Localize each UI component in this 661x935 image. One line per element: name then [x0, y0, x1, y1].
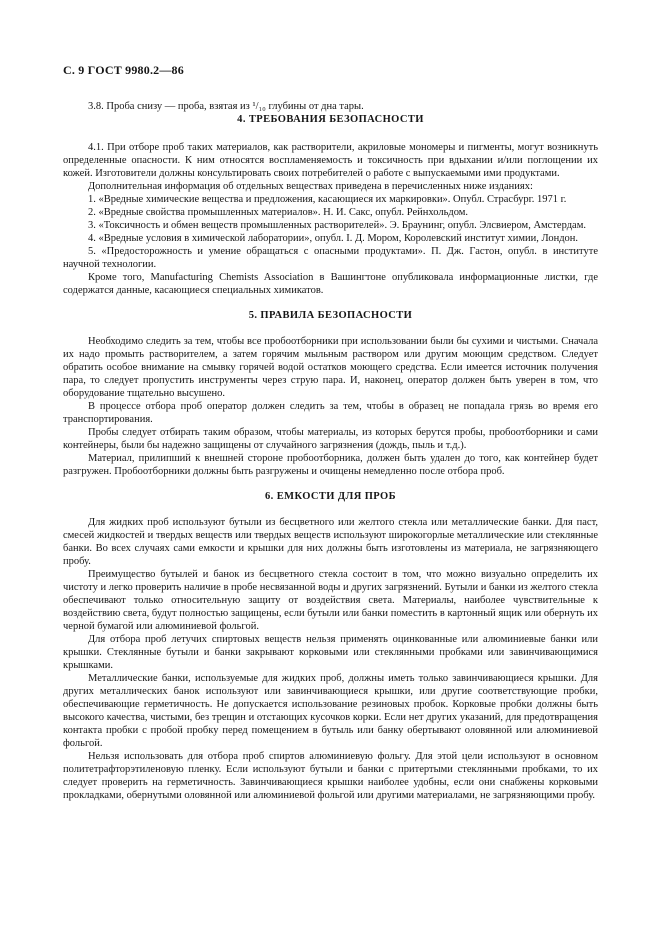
- section-6-paragraph: Нельзя использовать для отбора проб спиртов алюминиевую фольгу. Для этой цели используют в основном политетрафторэтиленовую пленку. Если используют бутыли и банки с притертыми стеклянными пробками, то их следует проверить на герметичность. Завинчивающиеся крышки наиболее удобны, если они снабжены корковыми прокладками, обернутыми оловянной или алюминиевой фольгой или другими материалами, не загрязняющими пробу.: [63, 751, 598, 801]
- reference-item: 3. «Токсичность и обмен веществ промышленных растворителей». Э. Браунинг, опубл. Элсвиером, Амстердам.: [88, 220, 586, 231]
- section-4-paragraph: 4.1. При отборе проб таких материалов, как растворители, акриловые мономеры и пигменты, могут возникнуть определенные опасности. К ним относятся воспламеняемость и токсичность при вдыхании и/или поглощении их кожей. Изготовители должны консультировать своих потребителей о работе с выпускаемыми ими продуктами.: [63, 142, 598, 179]
- section-5-paragraph: Необходимо следить за тем, чтобы все пробоотборники при использовании были бы сухими и чистыми. Сначала их надо промыть растворителем, а затем горячим мыльным раствором или другим моющим средством. Следует обратить особое внимание на смывку горячей водой остатков моющего средства. Если имеется источник получения пара, то следует пропустить инструменты через струю пара. И, наконец, оператор должен быть уверен в том, что оборудование тщательно высушено.: [63, 336, 598, 399]
- section-6-paragraph: Преимущество бутылей и банок из бесцветного стекла состоит в том, что можно визуально определить их чистоту и легко проверить наличие в пробе несвязанной воды и других загрязнений. Бутыли и банки из желтого стекла обеспечивают только относительную защиту от воздействия света. Материалы, наиболее чувствительные к воздействию света, будут полностью защищены, если бутыли или банки поместить в картонный ящик или обернуть их черной бумагой или алюминиевой фольгой.: [63, 569, 598, 632]
- reference-item: 4. «Вредные условия в химической лаборатории», опубл. I. Д. Мором, Королевский институт химии, Лондон.: [88, 233, 579, 244]
- section-5-paragraph: Материал, прилипший к внешней стороне пробоотборника, должен быть удален до того, как контейнер будет разгружен. Пробоотборники должны быть разгружены и очищены немедленно после отбора проб.: [63, 453, 598, 477]
- reference-item: 1. «Вредные химические вещества и предложения, касающиеся их маркировки». Опубл. Страсбург. 1971 г.: [88, 194, 567, 205]
- clause-3-8: 3.8. Проба снизу — проба, взятая из ¹/₁₀ глубины от дна тары.: [88, 101, 364, 112]
- reference-item: 2. «Вредные свойства промышленных материалов». Н. И. Сакс, опубл. Рейнхольдом.: [88, 207, 469, 218]
- section-6-title: 6. ЕМКОСТИ ДЛЯ ПРОБ: [265, 491, 396, 502]
- section-6-paragraph: Для жидких проб используют бутыли из бесцветного или желтого стекла или металлические банки. Для паст, смесей жидкостей и твердых веществ или твердых веществ используют широкогорлые металлические или стеклянные банки. Во всех случаях сами емкости и крышки для них должны быть изготовлены из материала, не загрязняющего пробу.: [63, 517, 598, 567]
- section-5-paragraph: В процессе отбора проб оператор должен следить за тем, чтобы в образец не попадала грязь во время его транспортирования.: [63, 401, 598, 425]
- section-5-paragraph: Пробы следует отбирать таким образом, чтобы материалы, из которых берутся пробы, пробоотборники и сами контейнеры, были бы надежно защищены от случайного загрязнения (дождь, пыль и т.д.).: [63, 427, 598, 451]
- section-4-paragraph: Дополнительная информация об отдельных веществах приведена в перечисленных ниже изданиях:: [88, 181, 533, 192]
- section-6-paragraph: Металлические банки, используемые для жидких проб, должны иметь только завинчивающиеся крышки. Для других металлических банок используют или завинчивающиеся крышки, или другие соответствующие пробки, обеспечивающие герметичность. Не допускается использование резиновых пробок. Корковые пробки должны быть высокого качества, чистыми, без трещин и отстающих кусочков корки. Если нет других указаний, для предотвращения контакта пробки с пробой пробку перед помещением в бутыль или банку обертывают оловянной или алюминиевой фольгой.: [63, 673, 598, 749]
- section-4-title: 4. ТРЕБОВАНИЯ БЕЗОПАСНОСТИ: [237, 114, 424, 125]
- section-6-paragraph: Для отбора проб летучих спиртовых веществ нельзя применять оцинкованные или алюминиевые банки или крышки. Стеклянные бутыли и банки закрывают корковыми или стеклянными пробками или завинчивающимися крышками.: [63, 634, 598, 671]
- section-5-title: 5. ПРАВИЛА БЕЗОПАСНОСТИ: [248, 310, 413, 321]
- section-4-paragraph: Кроме того, Manufacturing Chemists Association в Вашингтоне опубликовала информационные листки, где содержатся данные, касающиеся специальных химикатов.: [63, 272, 598, 296]
- reference-item: 5. «Предосторожность и умение обращаться с опасными продуктами». П. Дж. Гастон, опубл. в институте научной технологии.: [63, 246, 598, 270]
- page-header: С. 9 ГОСТ 9980.2—86: [63, 63, 184, 77]
